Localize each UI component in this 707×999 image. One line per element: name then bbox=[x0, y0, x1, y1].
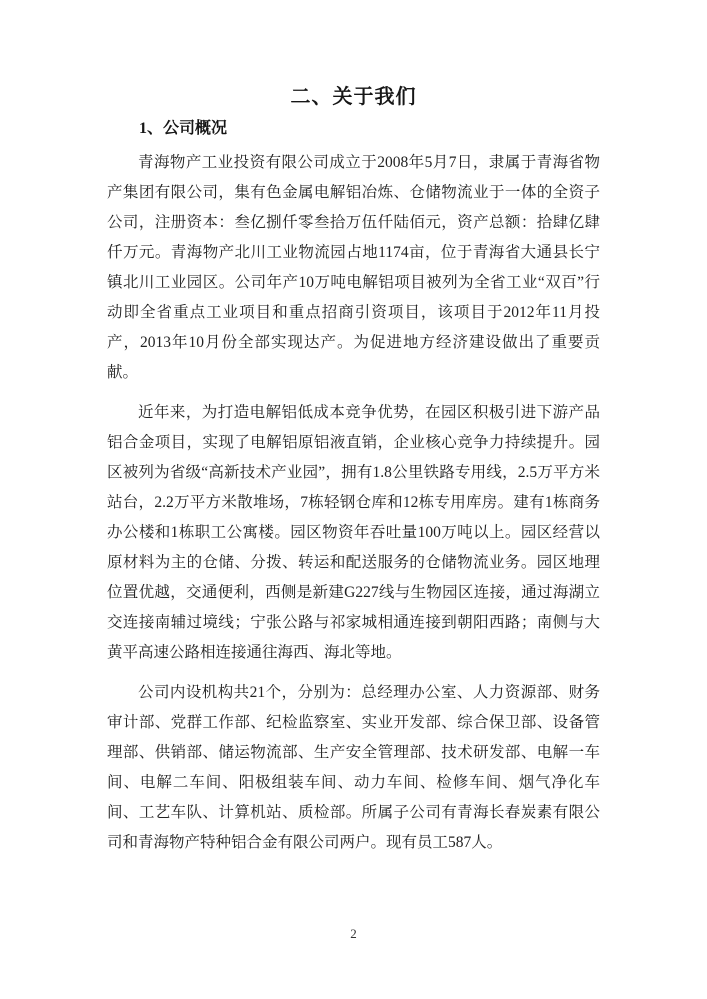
paragraph-internal-structure: 公司内设机构共21个，分别为：总经理办公室、人力资源部、财务审计部、党群工作部、纪检监察室、实业开发部、综合保卫部、设备管理部、供销部、储运物流部、生产安全管理部、技术研发部、电解一车间、电解二车间、阳极组装车间、动力车间、检修车间、烟气净化车间、工艺车队、计算机站、质检部。所属子公司有青海长春炭素有限公司和青海物产特种铝合金有限公司两户。现有员工587人。 bbox=[107, 684, 600, 851]
page-number: 2 bbox=[350, 926, 357, 941]
paragraph-company-overview: 青海物产工业投资有限公司成立于2008年5月7日，隶属于青海省物产集团有限公司，集有色金属电解铝冶炼、仓储物流业于一体的全资子公司，注册资本：叁亿捌仟零叁拾万伍仟陆佰元，资产总额：拾肆亿肆仟万元。青海物产北川工业物流园占地1174亩，位于青海省大通县长宁镇北川工业园区。公司年产10万吨电解铝项目被列为全省工业“双百”行动即全省重点工业项目和重点招商引资项目，该项目于2012年11月投产，2013年10月份全部实现达产。为促进地方经济建设做出了重要贡献。 bbox=[107, 154, 600, 381]
paragraph-park-logistics: 近年来，为打造电解铝低成本竞争优势，在园区积极引进下游产品铝合金项目，实现了电解铝原铝液直销，企业核心竞争力持续提升。园区被列为省级“高新技术产业园”，拥有1.8公里铁路专用线，2.5万平方米站台，2.2万平方米散堆场，7栋轻钢仓库和12栋专用库房。建有1栋商务办公楼和1栋职工公寓楼。园区物资年吞吐量100万吨以上。园区经营以原材料为主的仓储、分拨、转运和配送服务的仓储物流业务。园区地理位置优越，交通便利，西侧是新建G227线与生物园区连接，通过海湖立交连接南辅过境线；宁张公路与祁家城相通连接到朝阳西路；南侧与大黄平高速公路相连接通往海西、海北等地。 bbox=[107, 404, 600, 661]
page-title: 二、关于我们 bbox=[290, 86, 417, 108]
section-heading: 1、公司概况 bbox=[139, 120, 228, 137]
